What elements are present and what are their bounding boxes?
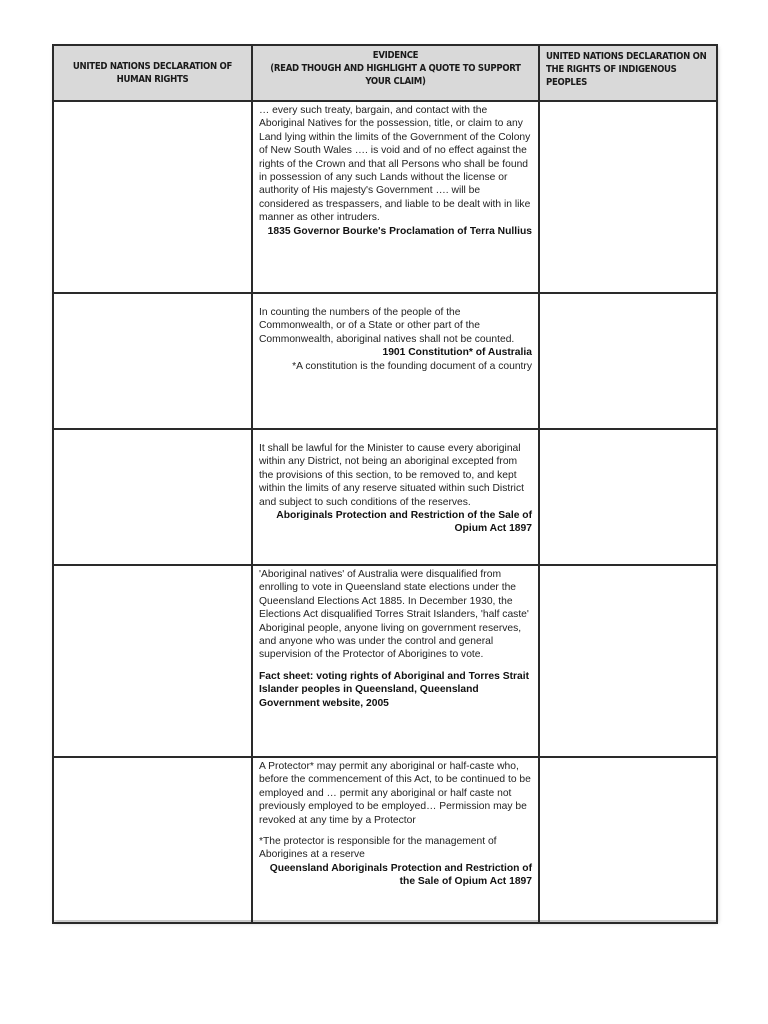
udhr-cell[interactable] (53, 293, 252, 429)
header-udhr: UNITED NATIONS DECLARATION OF HUMAN RIGHTS (53, 45, 252, 101)
table-row (53, 101, 717, 293)
evidence-note: *A constitution is the founding document of a country (292, 360, 532, 372)
udhr-cell[interactable] (53, 757, 252, 923)
undrip-cell[interactable] (539, 757, 717, 923)
header-evidence-subtitle: (READ THOUGH AND HIGHLIGHT A QUOTE TO SUPPORT YOUR CLAIM) (270, 63, 521, 87)
evidence-cell (252, 101, 539, 293)
header-evidence (252, 45, 539, 101)
undrip-cell[interactable] (539, 429, 717, 565)
evidence-note: *The protector is responsible for the management of Aborigines at a reserve (259, 836, 497, 861)
header-undrip: UNITED NATIONS DECLARATION ON THE RIGHTS OF INDIGENOUS PEOPLES (539, 45, 717, 101)
evidence-quote: A Protector* may permit any aboriginal or half-caste who, before the commencement of this Act, to be continued to be employed and … permit any aboriginal or half caste not previously employed to be employed… Permission may be revoked at any time by a Protector (259, 761, 531, 826)
evidence-source: 1835 Governor Bourke's Proclamation of Terra Nullius (267, 225, 532, 237)
worksheet (52, 44, 716, 920)
evidence-source: Fact sheet: voting rights of Aboriginal and Torres Strait Islander peoples in Queensland, Queensland Government website, 2005 (259, 670, 530, 709)
undrip-cell[interactable] (539, 565, 717, 757)
evidence-cell (252, 565, 539, 757)
evidence-cell (252, 429, 539, 565)
evidence-quote: … every such treaty, bargain, and contact with the Aboriginal Natives for the possession, title, or claim to any Land lying within the limits of the Government of the Colony of New South Wales …. is void and of no effect against the rights of the Crown and that all Persons who shall be found in possession of any such Lands without the license or authority of His majesty's Government …. will be considered as trespassers, and liable to be dealt with in like manner as other intruders. (259, 105, 531, 224)
table-row (53, 565, 717, 757)
table-row (53, 293, 717, 429)
udhr-cell[interactable] (53, 101, 252, 293)
table-row (53, 757, 717, 923)
evidence-cell (252, 293, 539, 429)
udhr-cell[interactable] (53, 429, 252, 565)
evidence-source: Queensland Aboriginals Protection and Restriction of the Sale of Opium Act 1897 (269, 862, 532, 888)
header-row (53, 45, 717, 101)
evidence-cell (252, 757, 539, 923)
udhr-cell[interactable] (53, 565, 252, 757)
header-evidence-title: EVIDENCE (372, 50, 419, 61)
undrip-cell[interactable] (539, 293, 717, 429)
table-row (53, 429, 717, 565)
evidence-source: 1901 Constitution* of Australia (382, 347, 532, 359)
undrip-cell[interactable] (539, 101, 717, 293)
evidence-source: Aboriginals Protection and Restriction of the Sale of Opium Act 1897 (276, 510, 532, 535)
evidence-quote: In counting the numbers of the people of the Commonwealth, or of a State or other part of the Commonwealth, aboriginal natives shall not be counted. (259, 307, 515, 345)
evidence-quote: It shall be lawful for the Minister to cause every aboriginal within any District, not being an aboriginal excepted from the provisions of this section, to be removed to, and kept within the limits of any reserve situated within such District and subject to such conditions of the reserves. (259, 443, 524, 508)
evidence-quote: 'Aboriginal natives' of Australia were disqualified from enrolling to vote in Queensland state elections under the Queensland Elections Act 1885. In December 1930, the Elections Act disqualified Torres Strait Islanders, 'half caste' Aboriginal people, anyone living on government reserves, and anyone who was under the control and general supervision of the Protector of Aborigines to vote. (259, 569, 529, 661)
evidence-table (52, 44, 718, 924)
